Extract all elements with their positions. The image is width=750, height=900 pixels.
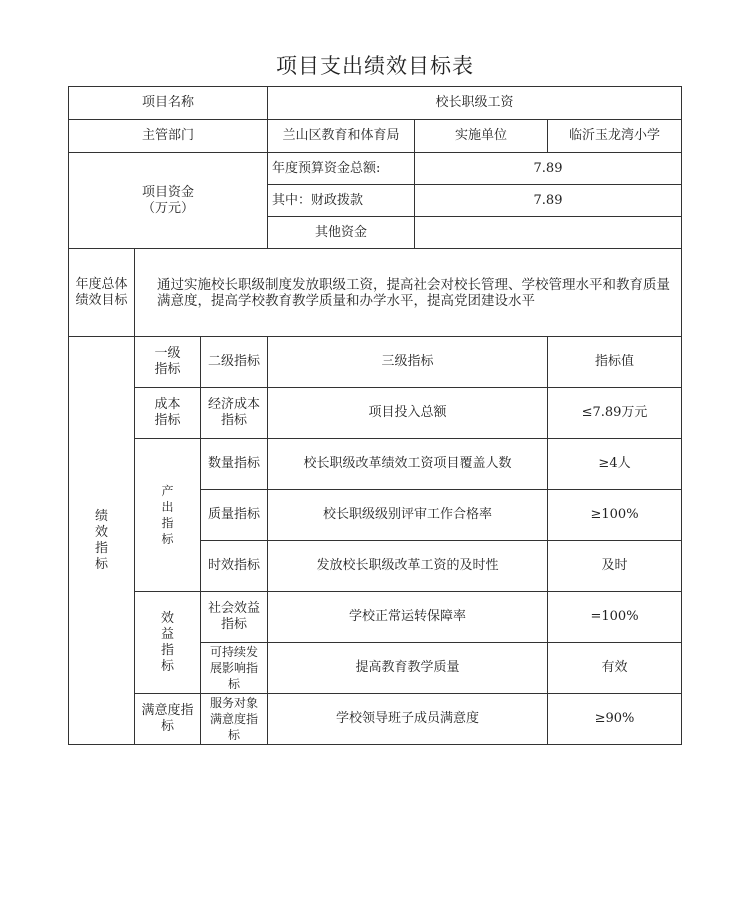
project-name-label: 项目名称 [69,87,268,120]
header-level3: 三级指标 [268,337,548,388]
row-project-name [69,87,682,120]
implementing-unit-label: 实施单位 [415,120,548,153]
page-title: 项目支出绩效目标表 [276,54,474,78]
output-timeliness-level2: 时效指标 [201,541,268,592]
satisfaction-level2 [201,694,268,745]
header-level1 [135,337,201,388]
benefit-level1 [135,592,201,694]
satisfaction-level1 [135,694,201,745]
cost-level1-text: 成本 指标 [154,397,181,428]
output-quality-value: ≥100% [548,490,682,541]
output-quality-level3: 校长职级级别评审工作合格率 [268,490,548,541]
satisfaction-level1-text: 满意度指 标 [141,703,194,734]
implementing-unit-value: 临沂玉龙湾小学 [548,120,682,153]
funds-other-label: 其他资金 [268,217,415,249]
row-annual-goal [69,249,682,337]
department-value: 兰山区教育和体育局 [268,120,415,153]
funds-label-text: 项目资金 （万元） [141,184,194,216]
funds-fiscal-value: 7.89 [415,185,682,217]
header-level2: 二级指标 [201,337,268,388]
performance-target-table [68,86,682,745]
cost-level2-text: 经济成本 指标 [207,397,260,428]
benefit-sustainable-level2 [201,643,268,694]
benefit-sustainable-level2-text: 可持续发 展影响指 标 [209,645,258,691]
row-funds-total [69,153,682,185]
benefit-social-value: =100% [548,592,682,643]
row-benefit-social [69,592,682,643]
benefit-level1-text: 效 益 指 标 [160,610,174,674]
output-timeliness-value: 及时 [548,541,682,592]
funds-other-value [415,217,682,249]
funds-fiscal-label: 其中：财政拨款 [268,185,415,217]
output-level1 [135,439,201,592]
annual-goal-label [69,249,135,337]
output-quantity-level2: 数量指标 [201,439,268,490]
row-indicator-header [69,337,682,388]
benefit-social-level2-text: 社会效益 指标 [207,601,260,632]
output-quantity-level3: 校长职级改革绩效工资项目覆盖人数 [268,439,548,490]
annual-goal-label-text: 年度总体 绩效目标 [75,276,128,308]
department-label: 主管部门 [69,120,268,153]
benefit-sustainable-value: 有效 [548,643,682,694]
satisfaction-value: ≥90% [548,694,682,745]
benefit-sustainable-level3: 提高教育教学质量 [268,643,548,694]
satisfaction-level2-text: 服务对象 满意度指 标 [209,696,258,742]
output-quality-level2: 质量指标 [201,490,268,541]
output-quantity-value: ≥4人 [548,439,682,490]
cost-value: ≤7.89万元 [548,388,682,439]
funds-total-label: 年度预算资金总额: [268,153,415,185]
output-timeliness-level3: 发放校长职级改革工资的及时性 [268,541,548,592]
funds-label [69,153,268,249]
funds-total-value: 7.89 [415,153,682,185]
cost-level2 [201,388,268,439]
indicator-group-label-text: 绩 效 指 标 [94,508,108,572]
project-name-value: 校长职级工资 [268,87,682,120]
header-level1-text: 一级 指标 [154,346,181,377]
cost-level3: 项目投入总额 [268,388,548,439]
row-cost-indicator [69,388,682,439]
row-department [69,120,682,153]
row-satisfaction [69,694,682,745]
satisfaction-level3: 学校领导班子成员满意度 [268,694,548,745]
annual-goal-text: 通过实施校长职级制度发放职级工资，提高社会对校长管理、学校管理水平和教育质量满意度，提高学校教育教学质量和办学水平，提高党团建设水平 [135,249,682,337]
row-output-quantity [69,439,682,490]
cost-level1 [135,388,201,439]
benefit-social-level3: 学校正常运转保障率 [268,592,548,643]
header-value: 指标值 [548,337,682,388]
output-level1-text: 产 出 指 标 [161,484,174,546]
benefit-social-level2 [201,592,268,643]
indicator-group-label [69,337,135,745]
